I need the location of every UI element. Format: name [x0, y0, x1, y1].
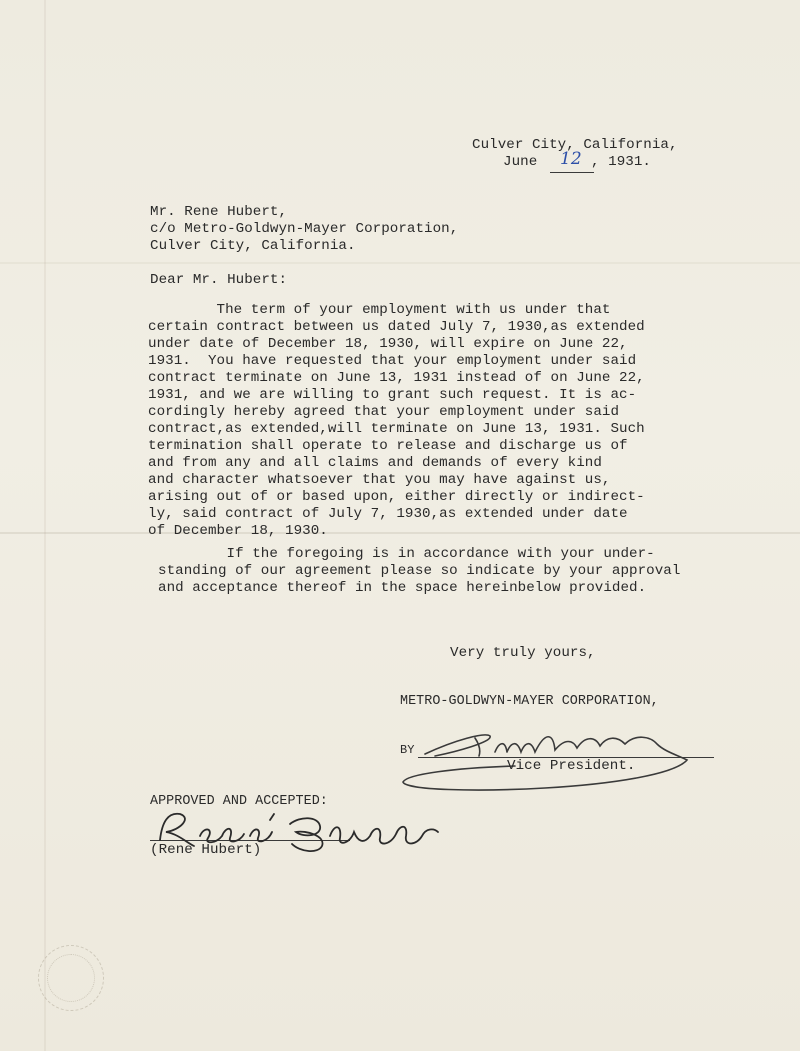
paper-fold-horizontal-upper: [0, 262, 800, 264]
date-blank-line: [550, 172, 594, 173]
paragraph-2: [158, 546, 680, 597]
paragraph-2-line: and acceptance thereof in the space hereinbelow provided.: [158, 580, 647, 596]
by-label: BY: [400, 743, 415, 757]
paragraph-1-line: The term of your employment with us under that: [148, 302, 611, 318]
paper-fold-vertical: [44, 0, 46, 1051]
date-day-handwritten: 12: [560, 149, 582, 169]
paragraph-2-line: If the foregoing is in accordance with your under-: [158, 546, 655, 562]
paragraph-1-line: 1931. You have requested that your employment under said: [148, 353, 637, 369]
paragraph-1-line: contract terminate on June 13, 1931 instead of on June 22,: [148, 370, 645, 386]
paragraph-1-line: of December 18, 1930.: [148, 523, 328, 539]
approved-label: APPROVED AND ACCEPTED:: [150, 794, 328, 809]
letter-place: Culver City, California,: [472, 137, 678, 153]
paragraph-1-line: ly, said contract of July 7, 1930,as extended under date: [148, 506, 628, 522]
paragraph-1-line: arising out of or based upon, either directly or indirect-: [148, 489, 645, 505]
salutation: Dear Mr. Hubert:: [150, 272, 288, 288]
vice-president-title: Vice President.: [507, 758, 636, 774]
paragraph-1-line: and from any and all claims and demands of every kind: [148, 455, 602, 471]
closing: Very truly yours,: [450, 645, 596, 661]
paragraph-1-line: certain contract between us dated July 7, 1930,as extended: [148, 319, 645, 335]
paragraph-1-line: and character whatsoever that you may have against us,: [148, 472, 611, 488]
signer-name: (Rene Hubert): [150, 842, 262, 858]
company-name: METRO-GOLDWYN-MAYER CORPORATION,: [400, 694, 659, 709]
address-line-1: Mr. Rene Hubert,: [150, 204, 288, 220]
paragraph-1-line: termination shall operate to release and discharge us of: [148, 438, 628, 454]
paragraph-1: [148, 302, 645, 540]
address-line-2: c/o Metro-Goldwyn-Mayer Corporation,: [150, 221, 459, 237]
paragraph-1-line: cordingly hereby agreed that your employment under said: [148, 404, 620, 420]
embossed-seal: [38, 945, 104, 1011]
date-year: , 1931.: [591, 154, 651, 170]
address-line-3: Culver City, California.: [150, 238, 356, 254]
paragraph-1-line: 1931, and we are willing to grant such request. It is ac-: [148, 387, 637, 403]
paragraph-2-line: standing of our agreement please so indicate by your approval: [158, 563, 681, 579]
paragraph-1-line: under date of December 18, 1930, will expire on June 22,: [148, 336, 628, 352]
date-month: June: [503, 154, 538, 170]
paragraph-1-line: contract,as extended,will terminate on June 13, 1931. Such: [148, 421, 645, 437]
